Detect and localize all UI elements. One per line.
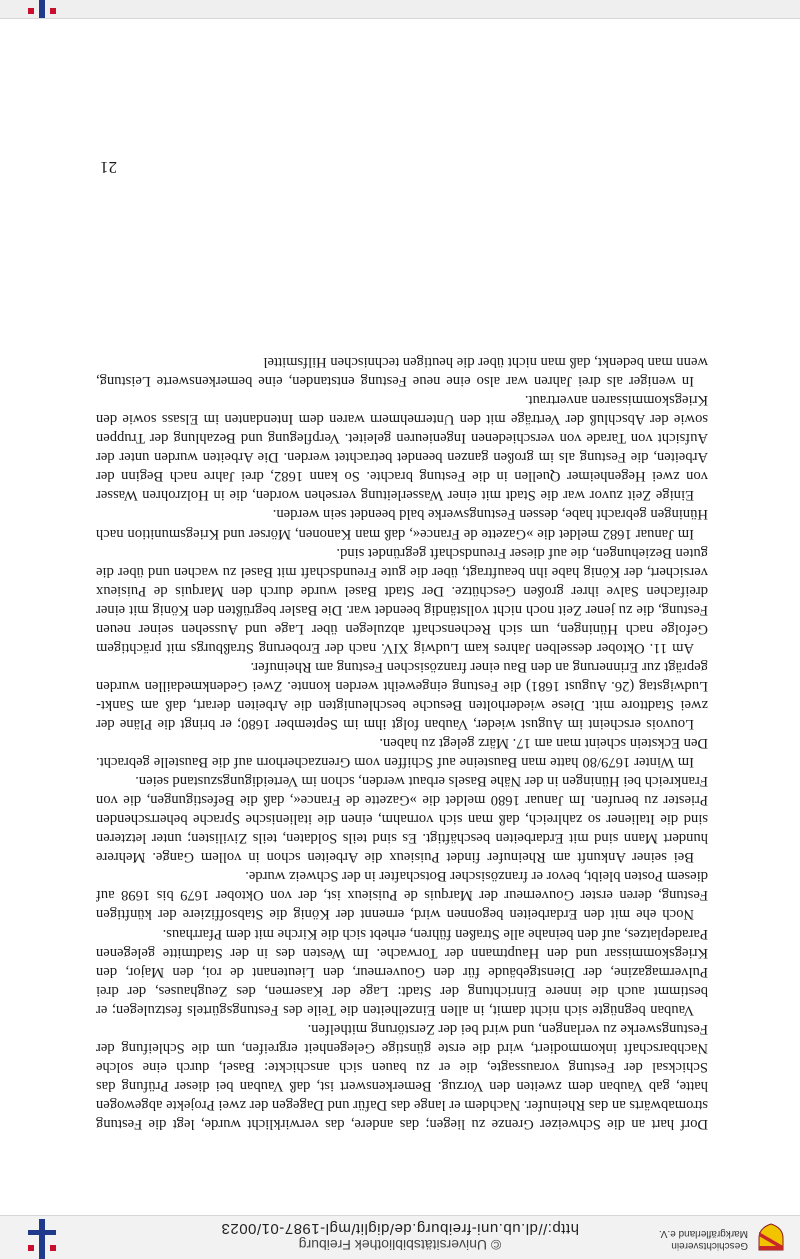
library-cross-icon: [22, 0, 62, 18]
copyright-notice: © Universitätsbibliothek Freiburg: [298, 1237, 502, 1253]
paragraph: Im Winter 1679/80 hatte man Bausteine auf Schiffen vom Grenzacherhorn auf die Baustelle gebracht. Den Eckstein scheint man am 17. März gelegt zu haben.: [96, 735, 708, 771]
article-body: [96, 352, 708, 1133]
paragraph: Einige Zeit zuvor war die Stadt mit einer Wasserleitung versehen worden, die in Holzrohren Wasser von zwei Hegenheimer Quellen in die Festung brachte. So kann 1682, drei Jahre nach Beginn der Arbeiten, die Festung als im großen ganzen beendet betrachtet werden. Die Arbeiten wurden unter der Aufsicht von Tarade von verschiedenen Ingenieuren geleitet. Verpflegung und Bezahlung der Truppen sowie der Abschluß der Verträge mit den Unternehmern waren dem Intendanten im Elsass sowie den Kriegskommissaren anvertraut.: [96, 392, 708, 504]
bottom-bar: [0, 0, 800, 19]
institution-line-2: Markgräflerland e.V.: [658, 1228, 748, 1239]
paragraph: Am 11. Oktober desselben Jahres kam Ludwig XIV. nach der Eroberung Straßburgs mit prächtigem Gefolge nach Hüningen, um sich Rechenschaft abzulegen über Lage und Aussehen seiner neuen Festung, die zu jener Zeit noch nicht vollständig beendet war. Die Basler begrüßten den König mit einer dreifachen Salve ihrer großen Geschütze. Der Stadt Basel wurde durch den Marquis de Puisieux versichert, der König habe ihn beauftragt, über die gute Freundschaft mit Basel zu wachen und über die guten Beziehungen, die auf dieser Freundschaft gegründet sind.: [96, 544, 708, 656]
paragraph: Im Januar 1682 meldet die »Gazette de France«, daß man Kanonen, Mörser und Kriegsmunition nach Hüningen gebracht habe, dessen Festungswerke bald beendet sein werden.: [96, 506, 708, 542]
library-cross-icon: [22, 1219, 62, 1259]
paragraph: Louvois erscheint im August wieder, Vauban folgt ihm im September 1680; er bringt die Pläne der zwei Stadttore mit. Diese wiederholten Besuche beschleunigten die Arbeiten derart, daß am Sankt-Ludwigstag (26. August 1681) die Festung eingeweiht werden konnte. Zwei Gedenkmedaillen wurden geprägt zur Erinnerung an den Bau einer französischen Festung am Rheinufer.: [96, 658, 708, 733]
digitization-banner: [0, 1215, 800, 1259]
paragraph: Noch ehe mit den Erdarbeiten begonnen wird, ernennt der König die Stabsoffiziere der künftigen Festung, deren erster Gouverneur der Marquis de Puisieux ist, der von Oktober 1679 bis 1698 auf diesem Posten bleibt, bevor er französischer Botschafter in der Schweiz wurde.: [96, 868, 708, 923]
paragraph: Dorf hart an die Schweizer Grenze zu liegen; das andere, das verwirklicht wurde, legt die Festung stromabwärts an das Rheinufer. Nachdem er lange das Dafür und Dagegen der zwei Projekte abgewogen hatte, gab Vauban dem zweiten den Vorzug. Bemerkenswert ist, daß Vauban bei dieser Prüfung das Schicksal der Festung voraussagte, die er zu bauen sich anschickte: Basel, durch eine solche Nachbarschaft inkommodiert, wird die erste günstige Gelegenheit ergreifen, um die Schleifung der Festungswerke zu verlangen, und wird bei der Zerstörung mithelfen.: [96, 1020, 708, 1132]
institution-line-1: Geschichtsverein: [671, 1240, 748, 1251]
paragraph: Bei seiner Ankunft am Rheinufer findet Puisieux die Arbeiten schon in vollem Gange. Mehrere hundert Mann sind mit Erdarbeiten beschäftigt. Es sind teils Soldaten, teils Zivilisten; unter letzteren sind die Italiener so zahlreich, daß man sich vornahm, einen die italienische Sprache beherrschenden Priester zu berufen. Im Januar 1680 meldet die »Gazette de France«, daß die Befestigungen, die von Frankreich bei Hüningen in der Nähe Basels erbaut werden, schon im Verteidigungszustand seien.: [96, 773, 708, 866]
source-url-link[interactable]: http://dl.ub.uni-freiburg.de/diglit/mgl-1987-01/0023: [221, 1220, 579, 1237]
paragraph: In weniger als drei Jahren war also eine neue Festung entstanden, eine bemerkenswerte Leistung, wenn man bedenkt, daß man nicht über die heutigen technischen Hilfsmittel: [96, 354, 708, 390]
page-number: 21: [100, 158, 117, 177]
paragraph: Vauban begnügte sich nicht damit, in allen Einzelheiten die Teile des Festungsgürtels festzulegen; er bestimmt auch die innere Einrichtung der Stadt: Lage der Kasernen, des Zeughauses, der drei Pulvermagazine, der Dienstgebäude für den Gouverneur, den Lieutenant de roi, den Major, den Kriegskommissar und den Hauptmann der Torwache. Im Westen des in der Stadtmitte gelegenen Paradeplatzes, auf den beinahe alle Straßen führen, erhebt sich die Kirche mit dem Pfarrhaus.: [96, 925, 708, 1018]
